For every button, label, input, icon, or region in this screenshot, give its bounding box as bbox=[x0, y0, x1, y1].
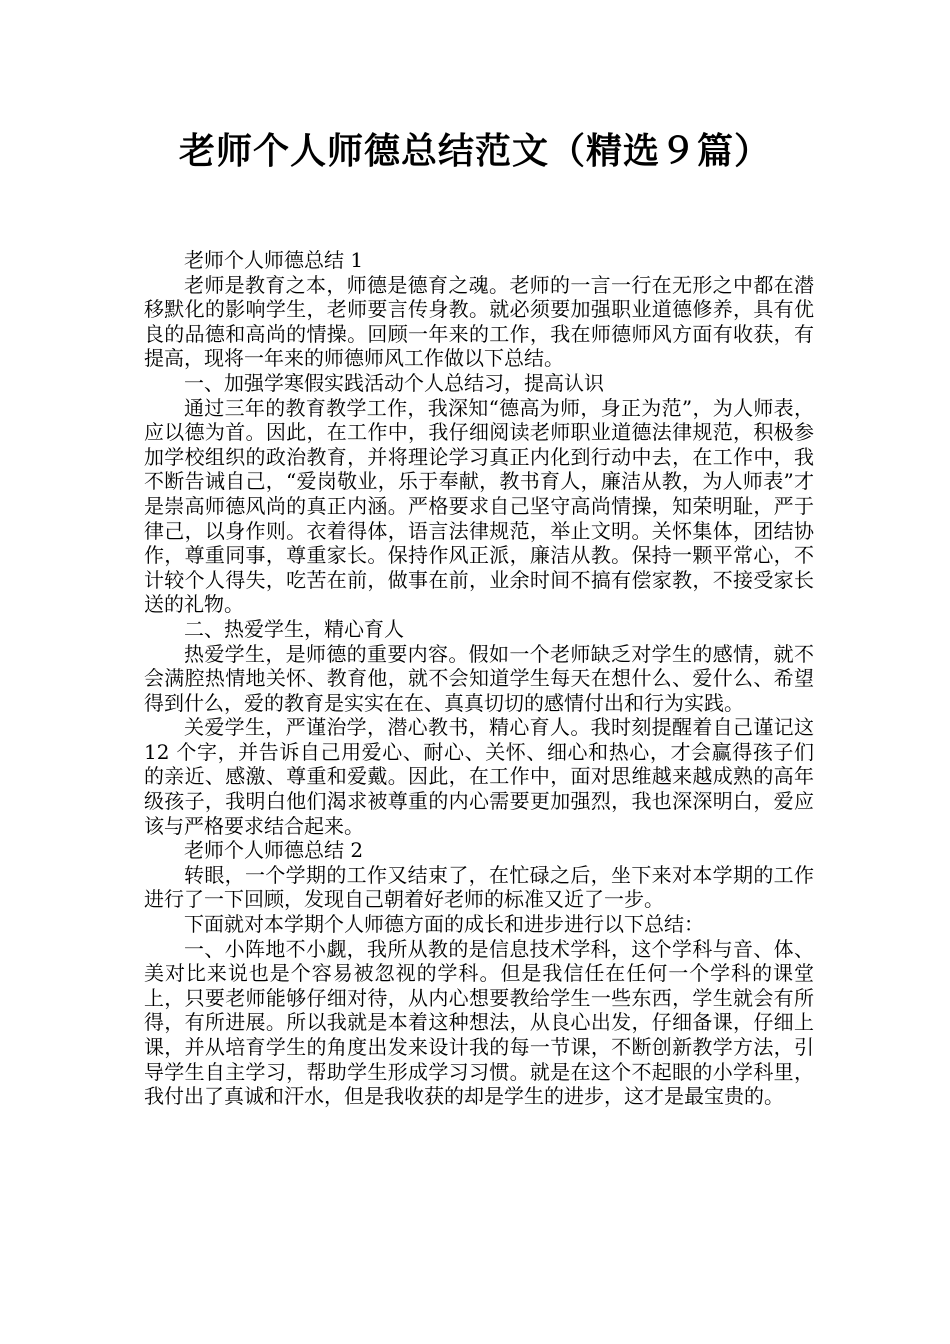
document-title: 老师个人师德总结范文（精选９篇） bbox=[178, 131, 771, 172]
paragraph: 热爱学生，是师德的重要内容。假如一个老师缺乏对学生的感情，就不会满腔热情地关怀、教育他，就不会知道学生每天在想什么、爱什么、希望得到什么，爱的教育是实实在在、真真切切的感情付出和行为实践。 bbox=[144, 641, 814, 715]
document-body bbox=[144, 248, 814, 1109]
paragraph: 关爱学生，严谨治学，潜心教书，精心育人。我时刻提醒着自己谨记这 12 个字，并告诉自己用爱心、耐心、关怀、细心和热心，才会赢得孩子们的亲近、感激、尊重和爱戴。因此，在工作中，面对思维越来越成熟的高年级孩子，我明白他们渴求被尊重的内心需要更加强烈，我也深深明白，爱应该与严格要求结合起来。 bbox=[144, 715, 814, 838]
paragraph: 下面就对本学期个人师德方面的成长和进步进行以下总结： bbox=[184, 912, 704, 937]
paragraph: 一、小阵地不小觑，我所从教的是信息技术学科，这个学科与音、体、美对比来说也是个容易被忽视的学科。但是我信任在任何一个学科的课堂上，只要老师能够仔细对待，从内心想要教给学生一些东西，学生就会有所得，有所进展。所以我就是本着这种想法，从良心出发，仔细备课，仔细上课，并从培育学生的角度出发来设计我的每一节课，不断创新教学方法，引导学生自主学习，帮助学生形成学习习惯。就是在这个不起眼的小学科里，我付出了真诚和汗水，但是我收获的却是学生的进步，这才是最宝贵的。 bbox=[144, 936, 814, 1109]
paragraph: 通过三年的教育教学工作，我深知“德高为师，身正为范”，为人师表，应以德为首。因此，在工作中，我仔细阅读老师职业道德法律规范，积极参加学校组织的政治教育，并将理论学习真正内化到行动中去，在工作中，我不断告诫自己，“爱岗敬业，乐于奉献，教书育人，廉洁从教，为人师表”才是崇高师德风尚的真正内涵。严格要求自己坚守高尚情操，知荣明耻，严于律己，以身作则。衣着得体，语言法律规范，举止文明。关怀集体，团结协作，尊重同事，尊重家长。保持作风正派，廉洁从教。保持一颗平常心，不计较个人得失，吃苦在前，做事在前，业余时间不搞有偿家教，不接受家长送的礼物。 bbox=[144, 395, 814, 617]
section-heading: 老师个人师德总结 2 bbox=[184, 838, 364, 863]
subsection-heading: 二、热爱学生，精心育人 bbox=[184, 616, 404, 641]
paragraph: 老师是教育之本，师德是德育之魂。老师的一言一行在无形之中都在潜移默化的影响学生，老师要言传身教。就必须要加强职业道德修养，具有优良的品德和高尚的情操。回顾一年来的工作，我在师德师风方面有收获，有提高，现将一年来的师德师风工作做以下总结。 bbox=[144, 272, 814, 371]
paragraph: 转眼，一个学期的工作又结束了，在忙碌之后，坐下来对本学期的工作进行了一下回顾，发现自己朝着好老师的标准又近了一步。 bbox=[144, 862, 814, 912]
subsection-heading: 一、加强学寒假实践活动个人总结习，提高认识 bbox=[184, 370, 604, 395]
section-heading: 老师个人师德总结 1 bbox=[184, 248, 364, 272]
